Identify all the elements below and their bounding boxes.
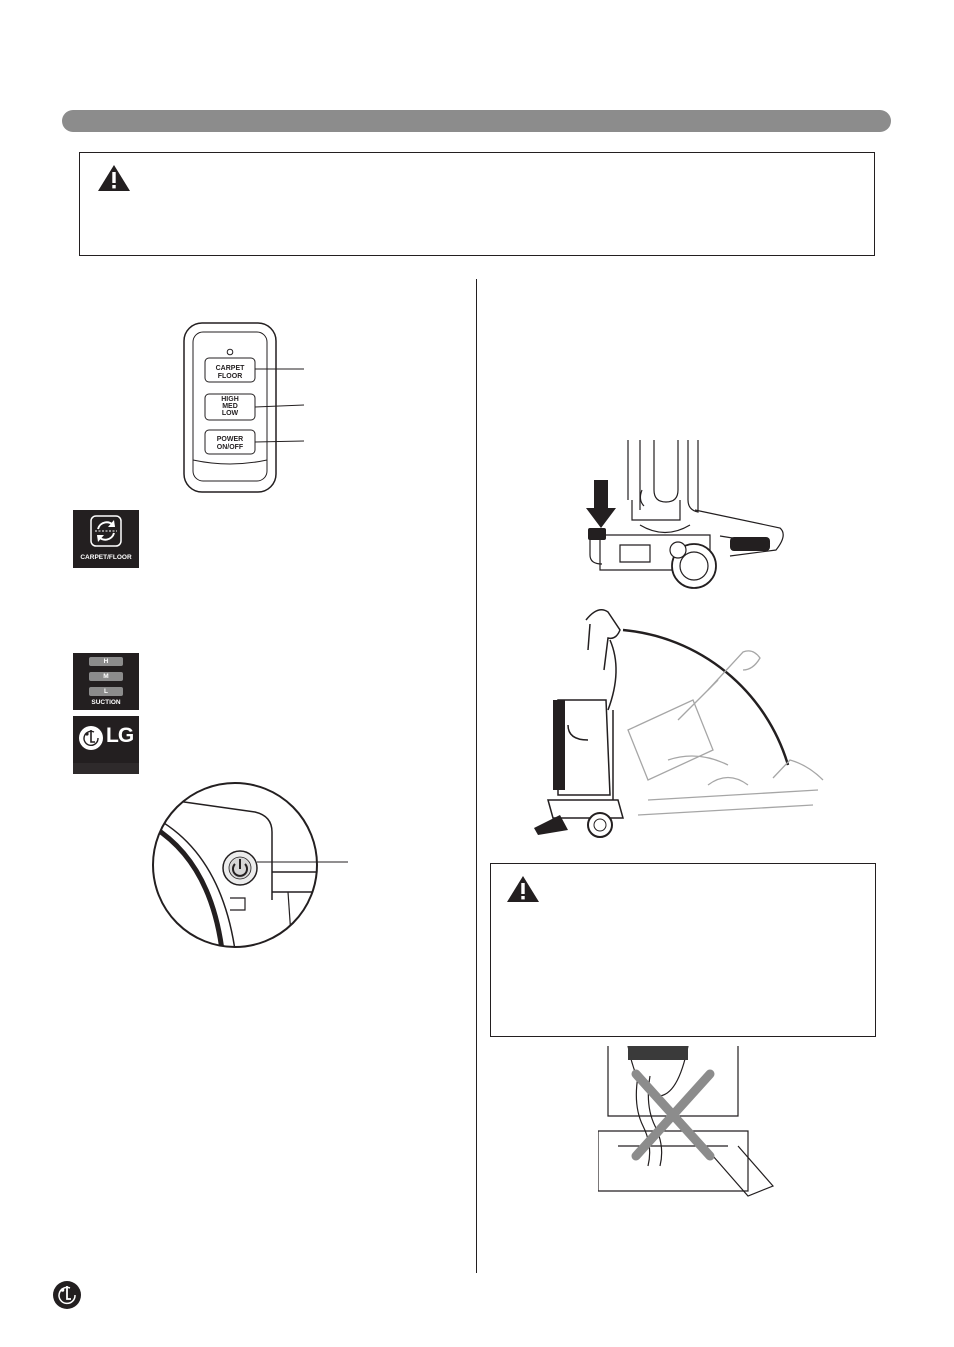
vacuum-recline-illustration: [528, 600, 828, 845]
vacuum-base-release-pedal-illustration: [580, 440, 790, 592]
carpet-floor-button-label-1: CARPET: [215, 365, 245, 372]
suction-level-icon-tile: [73, 653, 139, 710]
lg-tile-strip: [73, 763, 139, 774]
suction-level-medium: M: [89, 672, 123, 681]
carpet-floor-icon-tile: [73, 510, 139, 568]
suction-level-high: H: [89, 657, 123, 666]
suction-icon-label: SUCTION: [91, 699, 121, 706]
do-not-hold-hose-illustration: [598, 1046, 778, 1201]
carpet-floor-button-label-2: FLOOR: [217, 373, 243, 380]
lg-logo-text: LG: [106, 724, 134, 747]
power-button-label-2: ON/OFF: [216, 444, 244, 451]
down-arrow-icon: [594, 480, 608, 510]
warning-triangle-icon: [96, 163, 132, 193]
suction-level-low: L: [89, 687, 123, 696]
lg-face-logo-icon: [78, 725, 104, 751]
suction-button-label-1: HIGH: [221, 396, 239, 403]
carpet-floor-icon-label: CARPET/FLOOR: [80, 554, 132, 561]
warning-box-top: [79, 152, 875, 256]
warning-triangle-icon: [505, 874, 541, 904]
section-header-bar: [62, 110, 891, 132]
suction-button-label-3: LOW: [221, 410, 239, 417]
warning-box-bottom: [490, 863, 876, 1037]
remote-control-illustration: [180, 320, 320, 495]
lg-logo-tile: [73, 716, 139, 774]
suction-button-label-2: MED: [222, 403, 238, 410]
column-divider: [476, 279, 477, 1273]
lg-page-logo-icon: [52, 1280, 82, 1310]
power-button-closeup-illustration: [150, 780, 355, 950]
power-button-label-1: POWER: [216, 436, 244, 443]
carpet-floor-icon: [90, 515, 122, 547]
